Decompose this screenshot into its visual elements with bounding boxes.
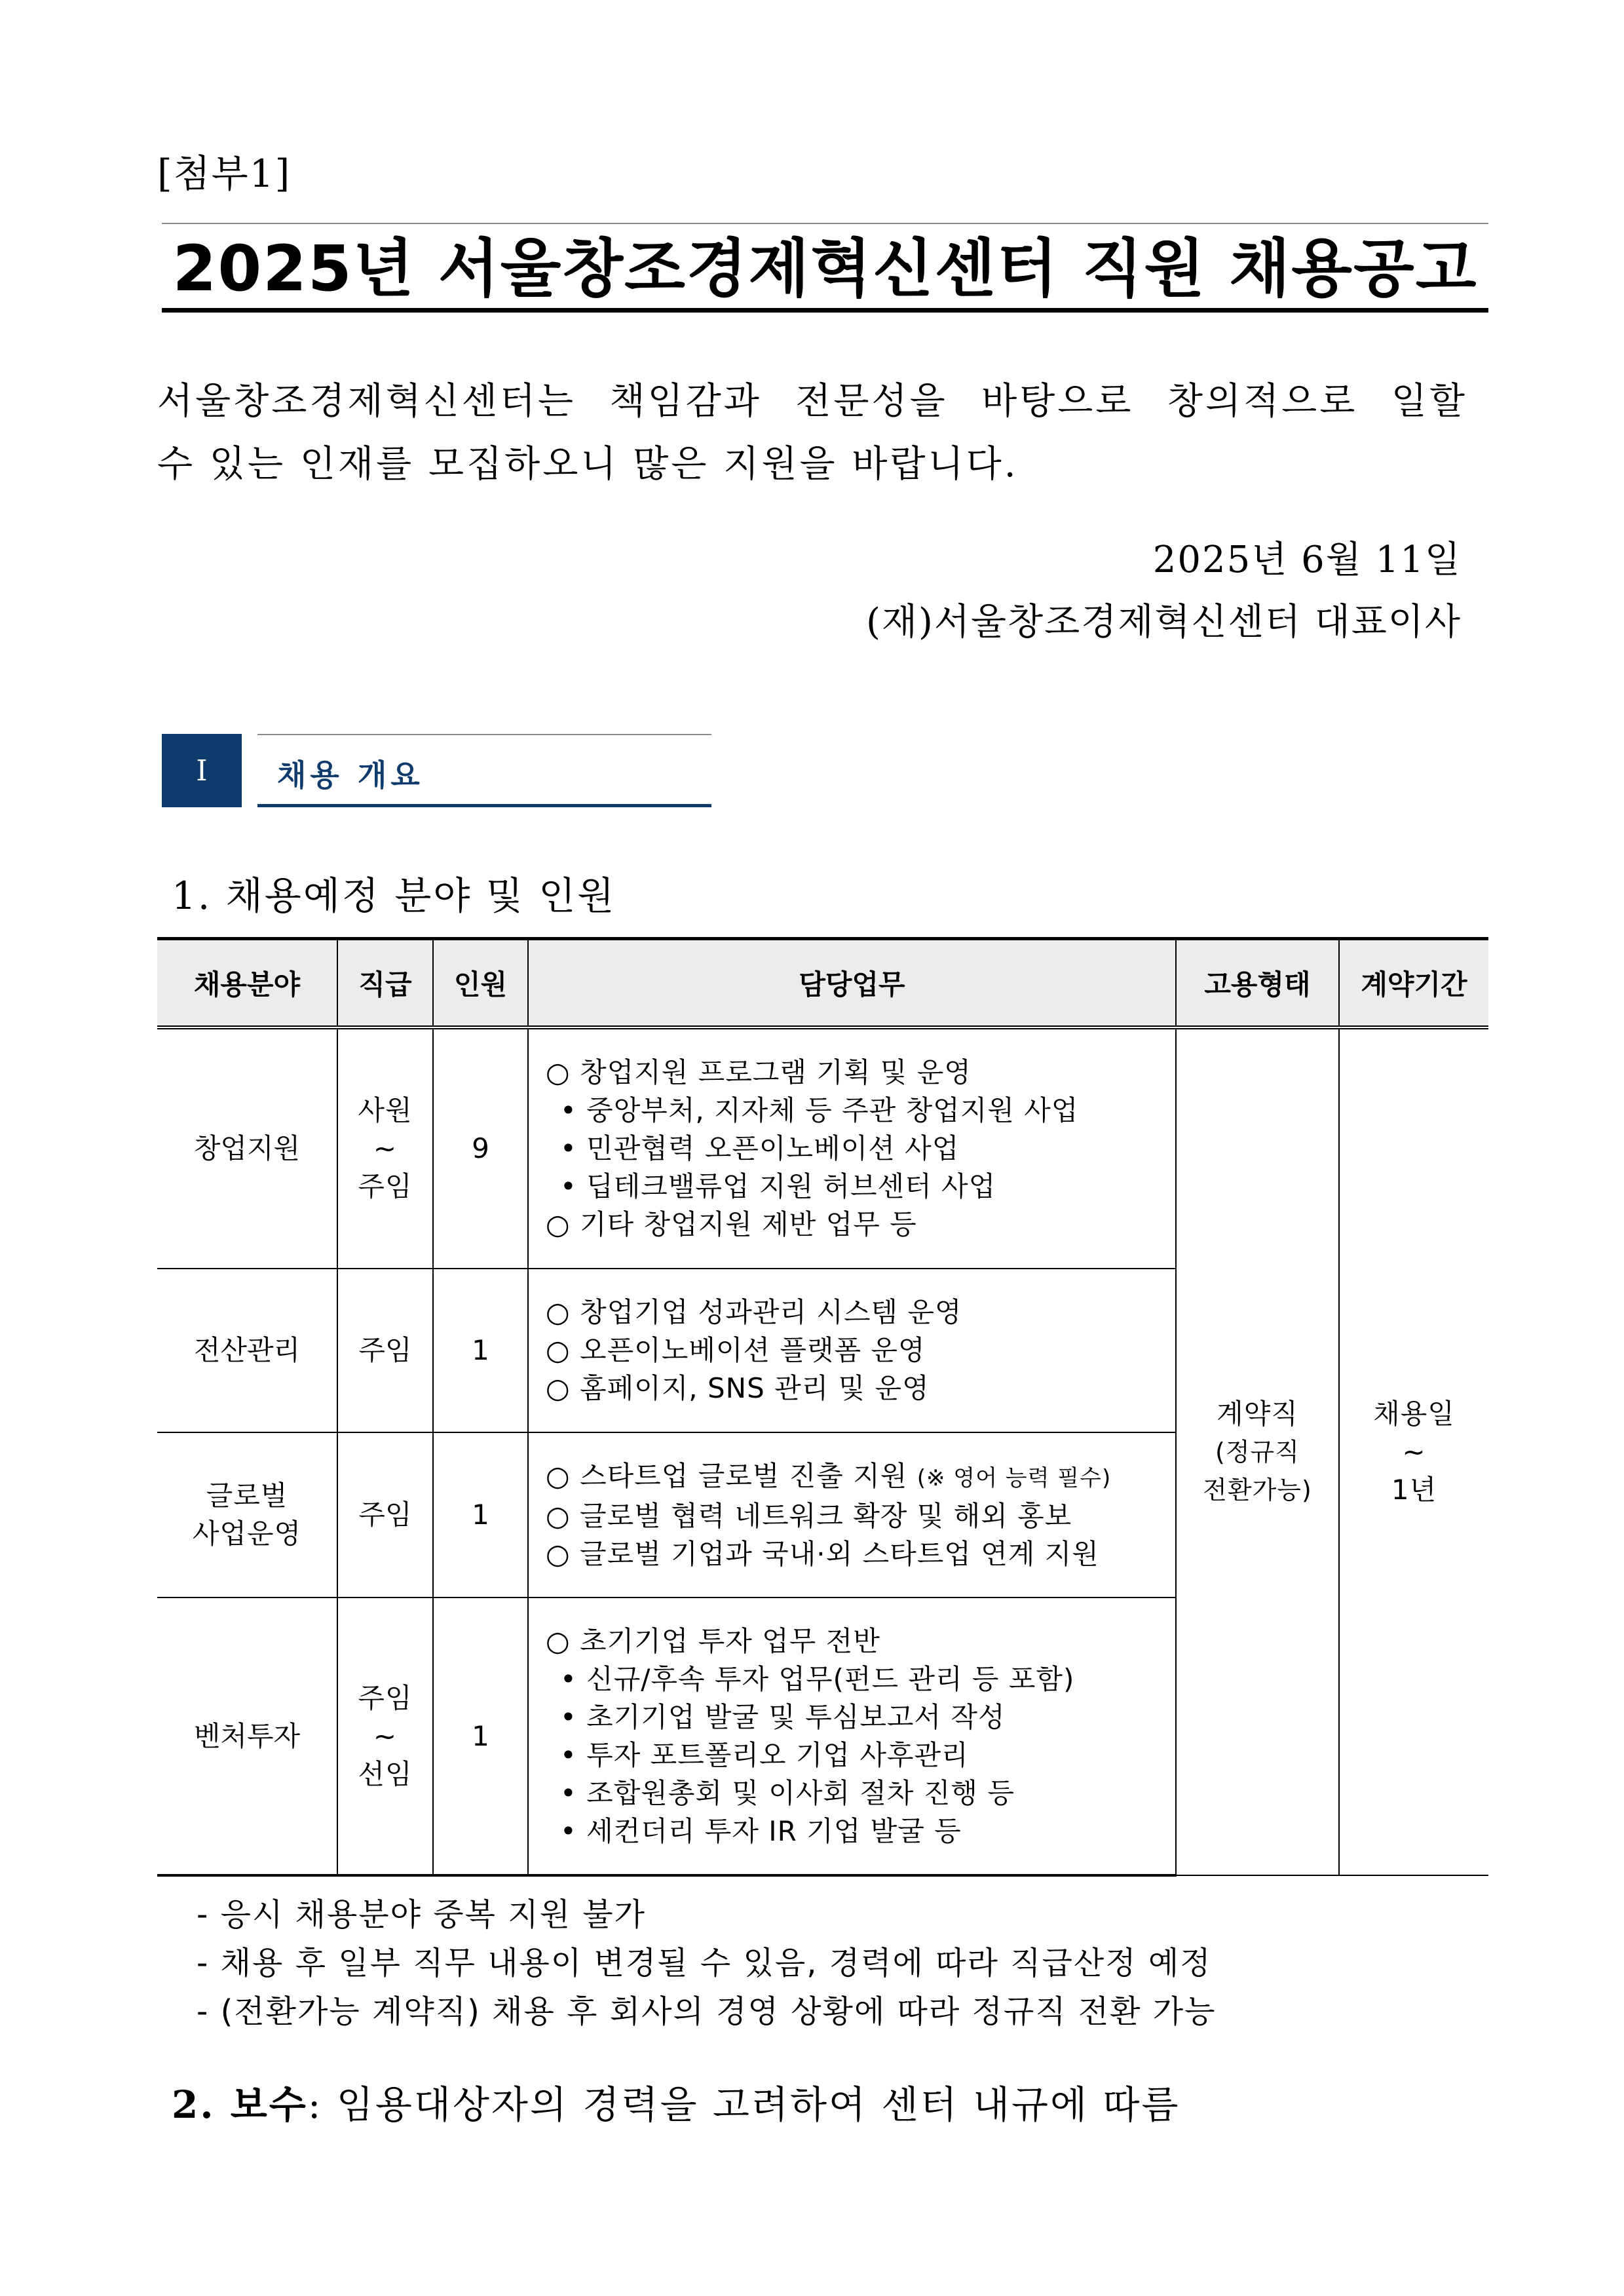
duty-item: ○ 글로벌 협력 네트워크 확장 및 해외 홍보 bbox=[546, 1499, 1072, 1532]
cell-rank: 주임 ~ 선임 bbox=[337, 1598, 433, 1875]
recruitment-table bbox=[157, 937, 1488, 1877]
table-notes bbox=[197, 1890, 1217, 2036]
duty-item: ○ 창업지원 프로그램 기획 및 운영 bbox=[546, 1056, 972, 1088]
duty-item: ○ 스타트업 글로벌 진출 지원 (※ 영어 능력 필수) bbox=[546, 1459, 1112, 1492]
cell-employment-type: 계약직 (정규직 전환가능) bbox=[1176, 1027, 1339, 1875]
cell-count: 1 bbox=[433, 1269, 528, 1432]
note-item: - 응시 채용분야 중복 지원 불가 bbox=[197, 1896, 647, 1933]
section-bottom-rule bbox=[257, 804, 711, 807]
duty-item: • 중앙부처, 지자체 등 주관 창업지원 사업 bbox=[560, 1094, 1079, 1126]
duty-item: • 세컨더리 투자 IR 기업 발굴 등 bbox=[560, 1814, 962, 1847]
title-top-rule bbox=[162, 223, 1488, 224]
header-field: 채용분야 bbox=[157, 939, 337, 1028]
table-row bbox=[157, 1027, 1488, 1269]
section-top-rule bbox=[257, 734, 711, 735]
cell-rank: 주임 bbox=[337, 1432, 433, 1598]
duty-item: • 초기기업 발굴 및 투심보고서 작성 bbox=[560, 1700, 1006, 1733]
section-number-badge: I bbox=[162, 734, 242, 807]
duty-item: • 민관협력 오픈이노베이션 사업 bbox=[560, 1132, 960, 1164]
intro-line-2: 수 있는 인재를 모집하오니 많은 지원을 바랍니다. bbox=[157, 443, 1019, 486]
cell-duties bbox=[528, 1269, 1176, 1432]
cell-contract-period: 채용일 ~ 1년 bbox=[1339, 1027, 1488, 1875]
cell-rank: 사원 ~ 주임 bbox=[337, 1027, 433, 1269]
heading-salary bbox=[172, 2074, 1180, 2129]
duty-item: ○ 기타 창업지원 제반 업무 등 bbox=[546, 1208, 917, 1240]
document-title: 2025년 서울창조경제혁신센터 직원 채용공고 bbox=[172, 232, 1478, 305]
intro-paragraph bbox=[157, 370, 1467, 496]
title-bottom-rule bbox=[162, 308, 1488, 313]
salary-text: : 임용대상자의 경력을 고려하여 센터 내규에 따름 bbox=[307, 2082, 1180, 2127]
note-item: - 채용 후 일부 직무 내용이 변경될 수 있음, 경력에 따라 직급산정 예정 bbox=[197, 1945, 1212, 1981]
cell-count: 1 bbox=[433, 1432, 528, 1598]
cell-count: 1 bbox=[433, 1598, 528, 1875]
salary-label: 2. 보수 bbox=[172, 2082, 308, 2127]
duty-item: ○ 글로벌 기업과 국내·외 스타트업 연계 지원 bbox=[546, 1537, 1099, 1570]
cell-duties bbox=[528, 1027, 1176, 1269]
header-duties: 담당업무 bbox=[528, 939, 1176, 1028]
cell-field: 전산관리 bbox=[157, 1269, 337, 1432]
duty-item: ○ 홈페이지, SNS 관리 및 운영 bbox=[546, 1372, 930, 1404]
duty-item: ○ 초기기업 투자 업무 전반 bbox=[546, 1624, 880, 1657]
duty-item: • 신규/후속 투자 업무(펀드 관리 등 포함) bbox=[560, 1662, 1075, 1695]
cell-field: 창업지원 bbox=[157, 1027, 337, 1269]
intro-line-1: 서울창조경제혁신센터는 책임감과 전문성을 바탕으로 창의적으로 일할 bbox=[157, 380, 1467, 423]
header-rank: 직급 bbox=[337, 939, 433, 1028]
cell-duties bbox=[528, 1598, 1176, 1875]
cell-rank: 주임 bbox=[337, 1269, 433, 1432]
duty-item: ○ 오픈이노베이션 플랫폼 운영 bbox=[546, 1334, 926, 1366]
announcement-date: 2025년 6월 11일 bbox=[1152, 539, 1462, 581]
cell-field: 글로벌 사업운영 bbox=[157, 1432, 337, 1598]
heading-recruitment-fields: 1. 채용예정 분야 및 인원 bbox=[172, 873, 616, 918]
header-count: 인원 bbox=[433, 939, 528, 1028]
note-item: - (전환가능 계약직) 채용 후 회사의 경영 상황에 따라 정규직 전환 가능 bbox=[197, 1993, 1217, 2030]
attachment-label: [첨부1] bbox=[157, 151, 292, 196]
cell-count: 9 bbox=[433, 1027, 528, 1269]
header-contract-period: 계약기간 bbox=[1339, 939, 1488, 1028]
cell-duties bbox=[528, 1432, 1176, 1598]
duty-item: • 조합원총회 및 이사회 절차 진행 등 bbox=[560, 1776, 1015, 1809]
issuer: (재)서울창조경제혁신센터 대표이사 bbox=[866, 601, 1462, 643]
duty-note: (※ 영어 능력 필수) bbox=[916, 1464, 1112, 1491]
duty-item: ○ 창업기업 성과관리 시스템 운영 bbox=[546, 1296, 962, 1328]
cell-field: 벤처투자 bbox=[157, 1598, 337, 1875]
section-title: 채용 개요 bbox=[277, 757, 424, 793]
table-header-row bbox=[157, 939, 1488, 1028]
duty-item: • 투자 포트폴리오 기업 사후관리 bbox=[560, 1738, 969, 1771]
duty-item: • 딥테크밸류업 지원 허브센터 사업 bbox=[560, 1170, 996, 1202]
header-employment-type: 고용형태 bbox=[1176, 939, 1339, 1028]
